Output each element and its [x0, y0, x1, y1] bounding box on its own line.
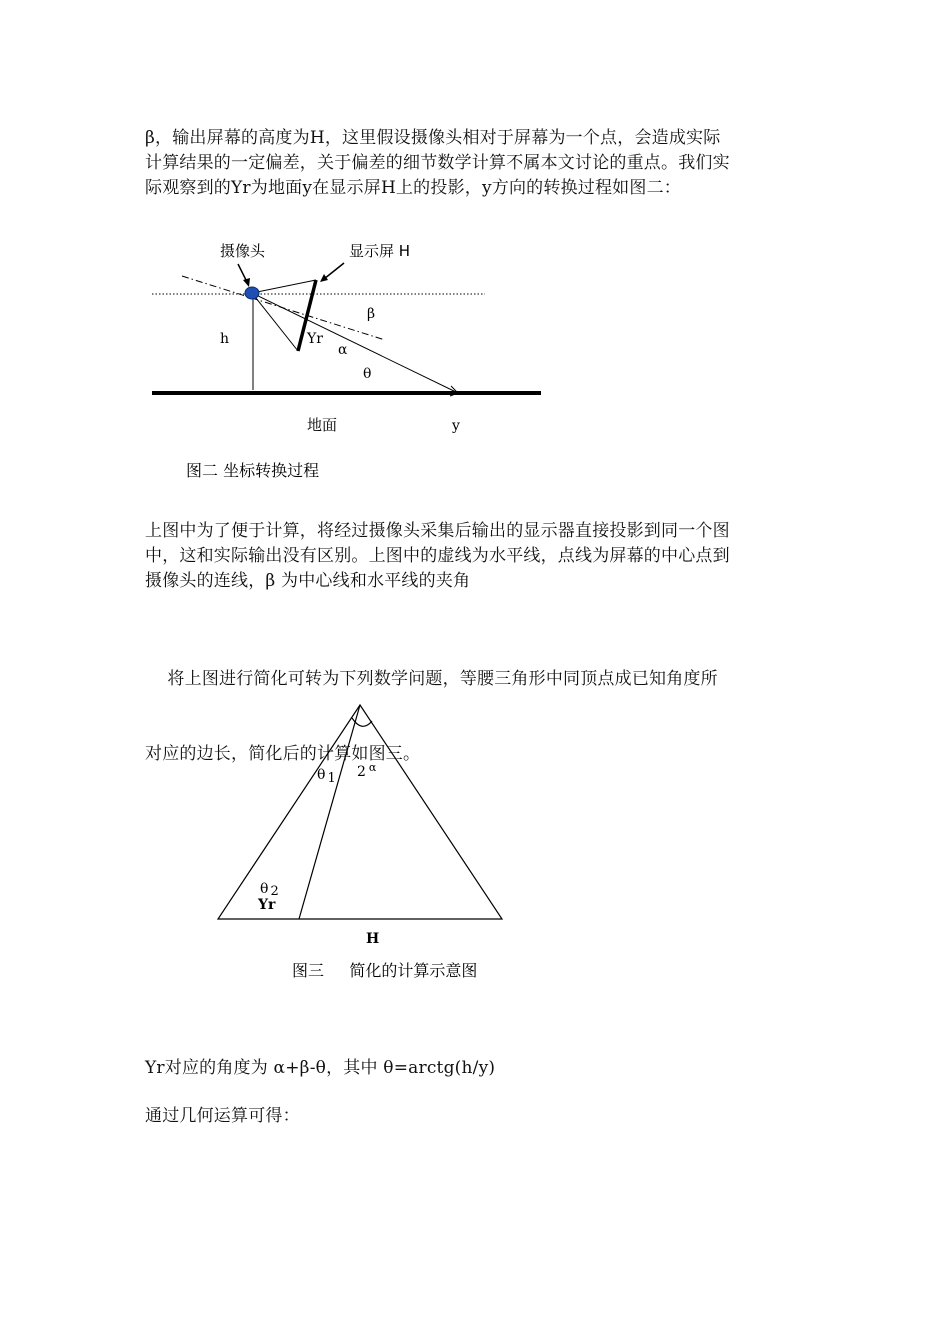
screen-triangle-low [252, 293, 298, 351]
paragraph-1 [145, 126, 805, 201]
text-line: 摄像头的连线，β 为中心线和水平线的夹角 [145, 571, 471, 591]
text-line: 际观察到的Yr为地面y在显示屏H上的投影，y方向的转换过程如图二： [145, 178, 681, 198]
inner-ray [299, 705, 360, 919]
theta2-label: θ 2 [260, 881, 279, 899]
h-label: h [220, 331, 230, 347]
screen-arrow [324, 263, 344, 279]
text-line: 中，这和实际输出没有区别。上图中的虚线为水平线，点线为屏幕的中心点到 [145, 546, 730, 566]
y-label: y [452, 418, 460, 434]
paragraph-5 [145, 1104, 805, 1129]
figure-2-coordinate-transform [140, 230, 560, 490]
theta1-label: θ 1 [317, 767, 336, 786]
beta-label: β [367, 306, 376, 322]
alpha-label: α [338, 342, 348, 358]
h-label: H [366, 931, 380, 947]
paragraph-2 [145, 519, 805, 594]
two-alpha-label: 2 $^\alpha$ [357, 761, 377, 780]
text-line: β，输出屏幕的高度为H，这里假设摄像头相对于屏幕为一个点，会造成实际 [145, 128, 721, 148]
figure-2-caption: 图二 坐标转换过程 [186, 461, 320, 480]
figure-3-caption: 图三 简化的计算示意图 [292, 961, 478, 980]
ground-label: 地面 [307, 416, 338, 434]
screen-label: 显示屏 H [349, 242, 411, 260]
theta-label: θ [363, 366, 372, 382]
paragraph-4 [145, 1056, 805, 1081]
camera-label: 摄像头 [220, 242, 266, 260]
yr-label: Yr [258, 897, 276, 913]
screen-arrowhead [320, 274, 328, 282]
text-line: 对应的边长，简化后的计算如图三。 [145, 744, 421, 764]
text-line: 通过几何运算可得： [145, 1106, 300, 1126]
screen-triangle-top [252, 280, 316, 293]
text-line: 将上图进行简化可转为下列数学问题，等腰三角形中同顶点成已知角度所 [145, 669, 718, 689]
text-line: 计算结果的一定偏差，关于偏差的细节数学计算不属本文讨论的重点。我们实 [145, 153, 730, 173]
camera-dot [245, 287, 259, 299]
text-line: 上图中为了便于计算，将经过摄像头采集后输出的显示器直接投影到同一个图 [145, 521, 730, 541]
yr-label: Yr [307, 331, 323, 347]
camera-arrowhead [243, 278, 250, 287]
figure-3-simplified [200, 695, 520, 990]
text-line: Yr对应的角度为 α+β-θ，其中 θ=arctg(h/y) [145, 1058, 496, 1078]
ray-to-ground [252, 293, 458, 393]
